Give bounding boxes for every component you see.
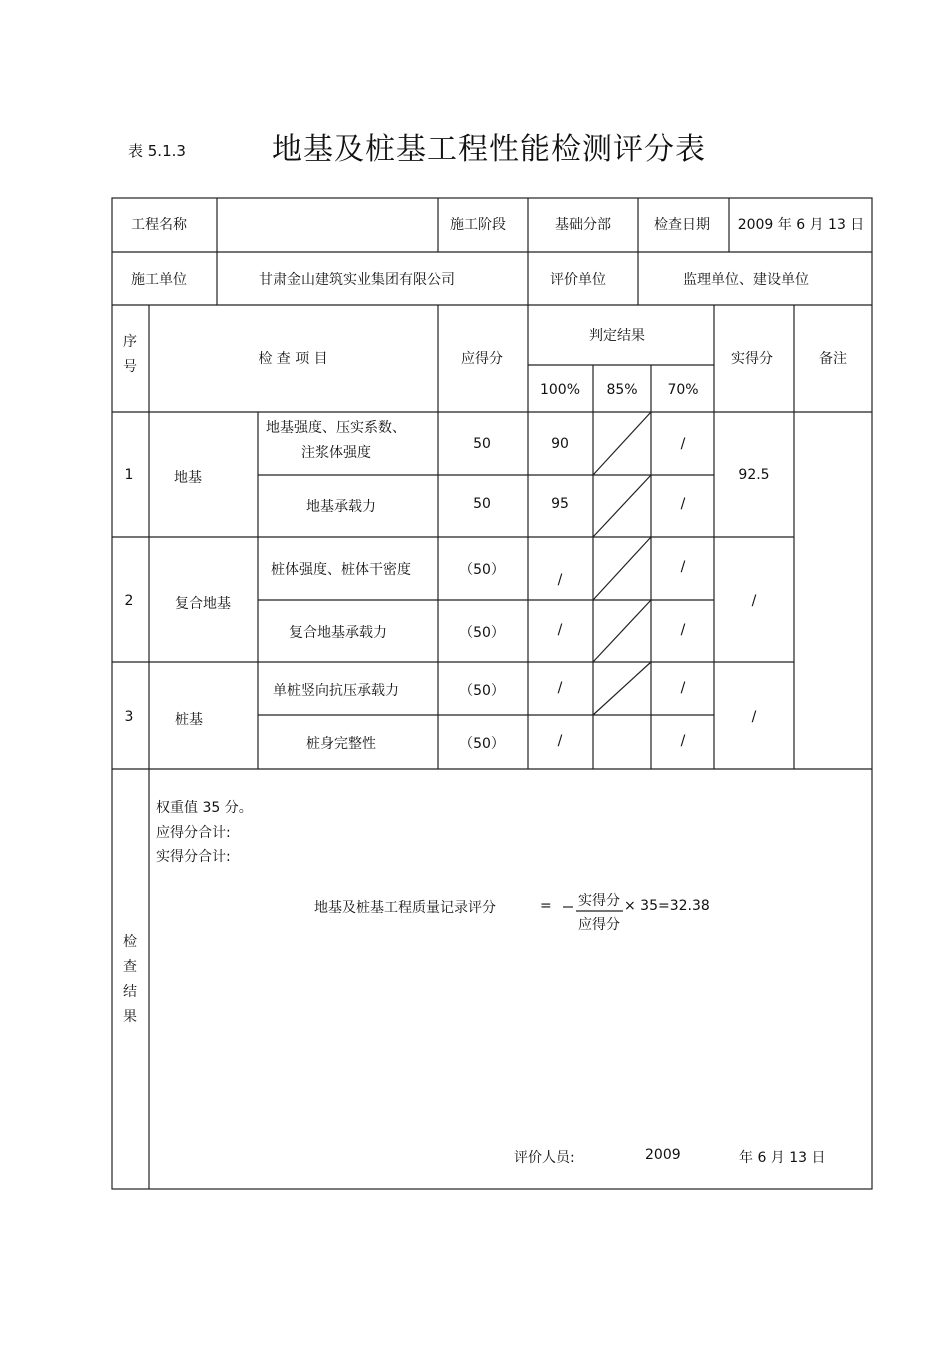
score-100: /: [557, 622, 563, 638]
formula-result: × 35=32.38: [624, 898, 710, 914]
should-score: 50: [473, 496, 491, 512]
evaluator-person-label: 评价人员:: [514, 1150, 575, 1166]
col-70: 70%: [667, 382, 699, 398]
score-70: /: [680, 496, 686, 512]
score-100: 90: [551, 436, 569, 452]
group-name: 桩基: [175, 712, 203, 728]
score-100: /: [557, 680, 563, 696]
table-number: 表 5.1.3: [128, 142, 186, 160]
actual-score: /: [751, 709, 757, 725]
should-score: （50）: [459, 683, 505, 699]
group-name: 地基: [174, 470, 202, 486]
actual-total: 实得分合计:: [156, 849, 231, 865]
should-total: 应得分合计:: [156, 825, 231, 841]
formula-denominator: 应得分: [578, 917, 620, 933]
result-label: 检查结果: [123, 934, 137, 1025]
col-100: 100%: [539, 382, 581, 398]
item-name: 地基承载力: [306, 499, 376, 515]
score-70: /: [680, 559, 686, 575]
eval-date: 年 6 月 13 日: [739, 1150, 826, 1166]
contractor-value: 甘肃金山建筑实业集团有限公司: [259, 272, 455, 288]
eval-year: 2009: [645, 1147, 681, 1163]
check-date-value: 2009 年 6 月 13 日: [737, 217, 865, 233]
score-100: 95: [551, 496, 569, 512]
weight-text: 权重值 35 分。: [156, 800, 253, 816]
actual-score: 92.5: [738, 467, 770, 483]
project-name-label: 工程名称: [131, 217, 187, 233]
col-85: 85%: [606, 382, 638, 398]
col-judgment: 判定结果: [589, 328, 645, 344]
formula-label: 地基及桩基工程质量记录评分: [314, 900, 496, 916]
item-name: 桩身完整性: [306, 736, 376, 752]
group-seq: 1: [124, 467, 134, 483]
col-item: 检 查 项 目: [258, 351, 328, 367]
col-remark: 备注: [819, 351, 847, 367]
score-70: /: [680, 436, 686, 452]
score-70: /: [680, 680, 686, 696]
actual-score: /: [751, 593, 757, 609]
item-name: 复合地基承载力: [289, 625, 387, 641]
should-score: （50）: [459, 625, 505, 641]
group-seq: 2: [124, 593, 134, 609]
item-name: 地基强度、压实系数、 注浆体强度: [266, 420, 406, 461]
check-date-label: 检查日期: [654, 217, 710, 233]
contractor-label: 施工单位: [131, 272, 187, 288]
col-seq: 序号: [123, 334, 137, 375]
stage-label: 施工阶段: [450, 217, 506, 233]
col-should-score: 应得分: [461, 351, 503, 367]
should-score: （50）: [459, 736, 505, 752]
score-100: /: [557, 572, 563, 588]
item-name: 桩体强度、桩体干密度: [271, 562, 411, 578]
score-100: /: [557, 733, 563, 749]
stage-value: 基础分部: [555, 217, 611, 233]
col-actual-score: 实得分: [731, 351, 773, 367]
evaluator-unit-value: 监理单位、建设单位: [683, 272, 809, 288]
formula-numerator: 实得分: [578, 893, 620, 909]
formula-equals: =: [540, 898, 552, 914]
evaluator-unit-label: 评价单位: [550, 272, 606, 288]
page-title: 地基及桩基工程性能检测评分表: [272, 132, 706, 167]
should-score: 50: [473, 436, 491, 452]
group-seq: 3: [124, 709, 134, 725]
score-70: /: [680, 622, 686, 638]
item-name: 单桩竖向抗压承载力: [273, 683, 399, 699]
score-70: /: [680, 733, 686, 749]
group-name: 复合地基: [175, 596, 231, 612]
should-score: （50）: [459, 562, 505, 578]
